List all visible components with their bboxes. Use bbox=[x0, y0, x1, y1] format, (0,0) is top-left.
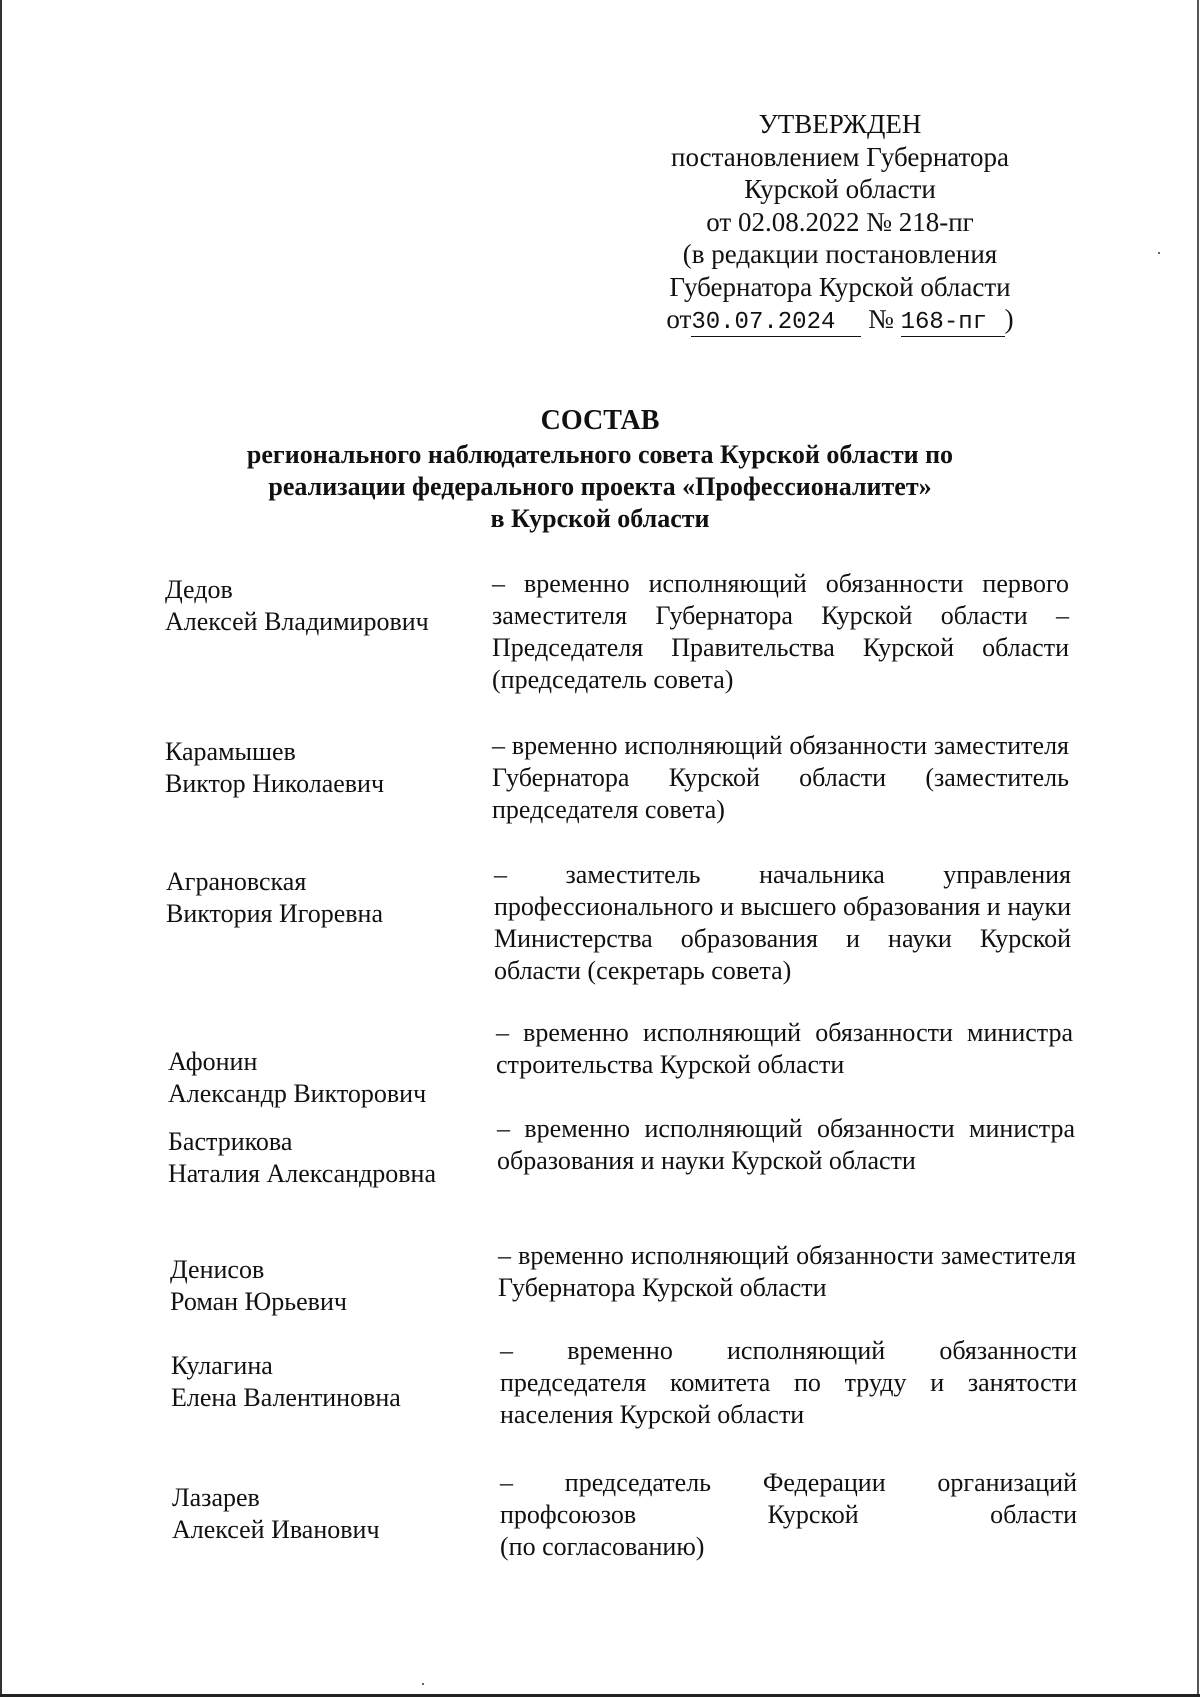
member-name bbox=[171, 1350, 401, 1414]
member-role-text: – председатель Федерации организаций профсоюзов Курской области bbox=[500, 1468, 1077, 1529]
member-given-name: Александр Викторович bbox=[168, 1079, 427, 1108]
amendment-number-field bbox=[901, 306, 1005, 337]
member-role: – временно исполняющий обязанности заместителя Губернатора Курской области bbox=[498, 1241, 1076, 1302]
member-given-name: Наталия Александровна bbox=[168, 1159, 436, 1188]
member-given-name: Роман Юрьевич bbox=[170, 1287, 347, 1316]
member-role: – временно исполняющий обязанности министра строительства Курской области bbox=[496, 1018, 1073, 1079]
member-surname: Афонин bbox=[168, 1047, 258, 1076]
member-role: – временно исполняющий обязанности министра образования и науки Курской области bbox=[497, 1114, 1075, 1175]
title-main: СОСТАВ bbox=[540, 405, 660, 436]
member-role: – временно исполняющий обязанности заместителя Губернатора Курской области (заместитель председателя совета) bbox=[492, 731, 1069, 824]
amendment-date-field bbox=[691, 306, 861, 337]
member-given-name: Виктор Николаевич bbox=[165, 769, 385, 798]
approval-heading: УТВЕРЖДЕН bbox=[758, 109, 922, 139]
approval-line-2: Курской области bbox=[744, 174, 936, 204]
member-surname: Дедов bbox=[165, 575, 233, 604]
title-line-3: в Курской области bbox=[490, 504, 710, 533]
amendment-close: ) bbox=[1004, 304, 1014, 334]
member-surname: Бастрикова bbox=[168, 1127, 293, 1156]
title-line-2: реализации федерального проекта «Профессионалитет» bbox=[268, 472, 932, 501]
member-role: – временно исполняющий обязанности первого заместителя Губернатора Курской области – Председателя Правительства Курской области (председатель совета) bbox=[492, 569, 1069, 694]
title-line-1: регионального наблюдательного совета Курской области по bbox=[246, 440, 954, 469]
member-surname: Кулагина bbox=[171, 1351, 273, 1380]
document-title bbox=[140, 405, 1060, 535]
member-given-name: Алексей Владимирович bbox=[165, 607, 429, 636]
approval-line-1: постановлением Губернатора bbox=[671, 141, 1009, 172]
approval-amendment-line bbox=[640, 303, 1040, 337]
approval-line-4: (в редакции постановления bbox=[682, 239, 998, 269]
member-surname: Денисов bbox=[170, 1255, 265, 1284]
member-surname: Карамышев bbox=[165, 737, 296, 766]
member-role-note: (по согласованию) bbox=[500, 1532, 705, 1561]
scan-edge-left bbox=[0, 0, 2, 1697]
amendment-date: 30.07.2024 bbox=[691, 309, 836, 336]
amendment-number: 168-пг bbox=[900, 309, 988, 336]
member-surname: Аграновская bbox=[166, 867, 307, 896]
scan-speck bbox=[1158, 252, 1160, 254]
member-name bbox=[168, 1126, 436, 1190]
member-name bbox=[172, 1482, 380, 1546]
member-role bbox=[500, 1467, 1077, 1563]
member-given-name: Алексей Иванович bbox=[172, 1515, 380, 1544]
member-surname: Лазарев bbox=[172, 1483, 260, 1512]
amendment-from: от bbox=[666, 304, 692, 334]
approval-line-5: Губернатора Курской области bbox=[669, 271, 1011, 302]
member-name bbox=[170, 1254, 347, 1318]
scan-edge-right bbox=[1197, 0, 1199, 1697]
amendment-number-sign: № bbox=[868, 304, 894, 334]
member-name bbox=[166, 866, 383, 930]
member-given-name: Елена Валентиновна bbox=[171, 1383, 401, 1412]
approval-line-3: от 02.08.2022 № 218-пг bbox=[706, 206, 974, 237]
member-role: – временно исполняющий обязанности председателя комитета по труду и занятости населения Курской области bbox=[500, 1336, 1077, 1429]
member-given-name: Виктория Игоревна bbox=[166, 899, 384, 928]
member-role: – заместитель начальника управления профессионального и высшего образования и науки Министерства образования и науки Курской области (секретарь совета) bbox=[494, 860, 1071, 985]
member-name bbox=[168, 1046, 426, 1110]
scan-speck bbox=[422, 1683, 424, 1685]
member-name bbox=[165, 574, 429, 638]
member-name bbox=[165, 736, 384, 800]
approval-block bbox=[640, 108, 1040, 337]
